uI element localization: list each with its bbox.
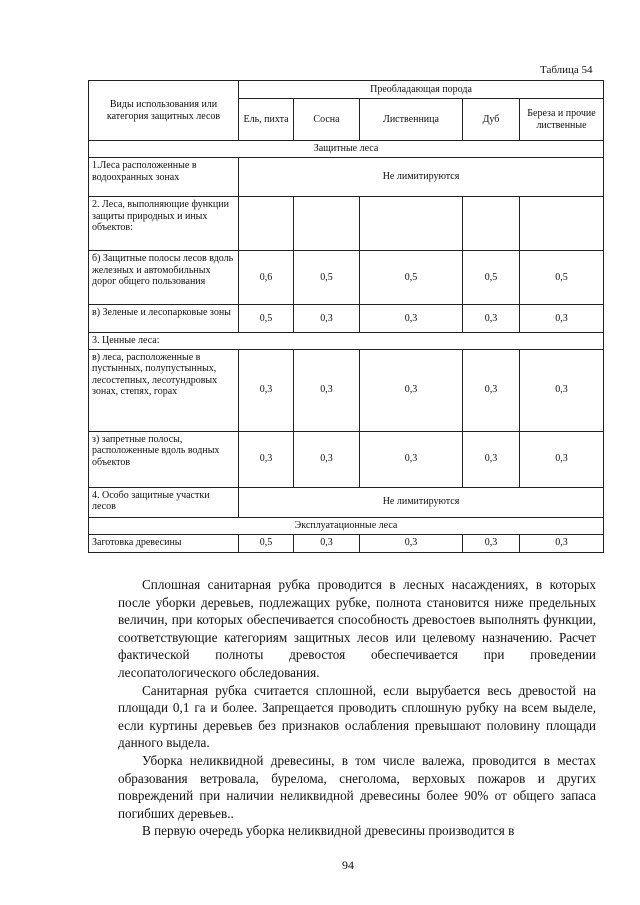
merged-value: Не лимитируются: [239, 158, 604, 197]
table-cell: 0,5: [239, 305, 294, 333]
norms-table: [88, 80, 604, 553]
paragraph: Санитарная рубка считается сплошной, если вырубается весь древостой на площади 0,1 га и более. Запрещается проводить сплошную рубку на всем выделе, если куртины деревьев без признаков ослабления превышают половину площади данного выдела.: [118, 682, 596, 751]
header-species: Береза и прочие лиственные: [520, 99, 604, 141]
table-cell: 0,3: [520, 534, 604, 552]
table-cell: 0,3: [463, 305, 520, 333]
row-label: в) леса, расположенные в пустынных, полупустынных, лесостепных, лесотундровых зонах, степях, горах: [89, 349, 239, 431]
table-cell: [294, 197, 360, 251]
table-cell: 0,3: [239, 349, 294, 431]
header-species: Ель, пихта: [239, 99, 294, 141]
table-cell: 0,3: [520, 349, 604, 431]
table-cell: 0,3: [520, 305, 604, 333]
header-species: Дуб: [463, 99, 520, 141]
row-label: в) Зеленые и лесопарковые зоны: [89, 305, 239, 333]
table-cell: 0,3: [360, 431, 463, 487]
table-cell: 0,3: [463, 349, 520, 431]
page-number: 94: [342, 858, 354, 872]
table-cell: [239, 197, 294, 251]
table-cell: 0,3: [360, 305, 463, 333]
merged-value: Не лимитируются: [239, 487, 604, 517]
table-cell: 0,3: [360, 534, 463, 552]
row-label: б) Защитные полосы лесов вдоль железных и автомобильных дорог общего пользования: [89, 251, 239, 305]
paragraph: Уборка неликвидной древесины, в том числе валежа, проводится в местах образования ветровала, бурелома, снеголома, верховых пожаров и других повреждений при наличии неликвидной древесины более 90% от общего запаса погибших деревьев..: [118, 752, 596, 821]
header-species: Лиственница: [360, 99, 463, 141]
paragraph: В первую очередь уборка неликвидной древесины производится в: [142, 823, 515, 839]
row-label: Заготовка древесины: [89, 534, 239, 552]
table-cell: 0,3: [463, 534, 520, 552]
table-cell: 0,6: [239, 251, 294, 305]
table-cell: 0,3: [463, 431, 520, 487]
section-exploitation: Эксплуатационные леса: [89, 517, 604, 534]
header-usage-type: Виды использования или категория защитных лесов: [89, 81, 239, 141]
row-label: 3. Ценные леса:: [89, 333, 604, 350]
table-cell: [463, 197, 520, 251]
table-cell: 0,3: [294, 349, 360, 431]
table-cell: 0,3: [239, 431, 294, 487]
row-label: з) запретные полосы, расположенные вдоль водных объектов: [89, 431, 239, 487]
body-text: [118, 576, 596, 840]
table-cell: [360, 197, 463, 251]
table-cell: 0,3: [294, 305, 360, 333]
section-protective: Защитные леса: [89, 141, 604, 158]
header-species: Сосна: [294, 99, 360, 141]
table-cell: 0,5: [294, 251, 360, 305]
table-cell: 0,3: [294, 534, 360, 552]
table-cell: 0,3: [360, 349, 463, 431]
table-cell: 0,5: [463, 251, 520, 305]
table-cell: 0,5: [520, 251, 604, 305]
row-label: 4. Особо защитные участки лесов: [89, 487, 239, 517]
table-cell: 0,3: [520, 431, 604, 487]
row-label: 2. Леса, выполняющие функции защиты природных и иных объектов:: [89, 197, 239, 251]
paragraph: Сплошная санитарная рубка проводится в лесных насаждениях, в которых после уборки деревьев, подлежащих рубке, полнота становится ниже предельных величин, при которых обеспечивается способность древостоев выполнять функции, соответствующие категориям защитных лесов или целевому назначению. Расчет фактической полноты древостоя обеспечивается при проведении лесопатологического обследования.: [118, 577, 596, 680]
table-cell: [520, 197, 604, 251]
header-dominant-species: Преобладающая порода: [239, 81, 604, 99]
table-cell: 0,5: [360, 251, 463, 305]
table-cell: 0,5: [239, 534, 294, 552]
table-cell: 0,3: [294, 431, 360, 487]
row-label: 1.Леса расположенные в водоохранных зонах: [89, 158, 239, 197]
table-caption: Таблица 54: [540, 64, 593, 76]
